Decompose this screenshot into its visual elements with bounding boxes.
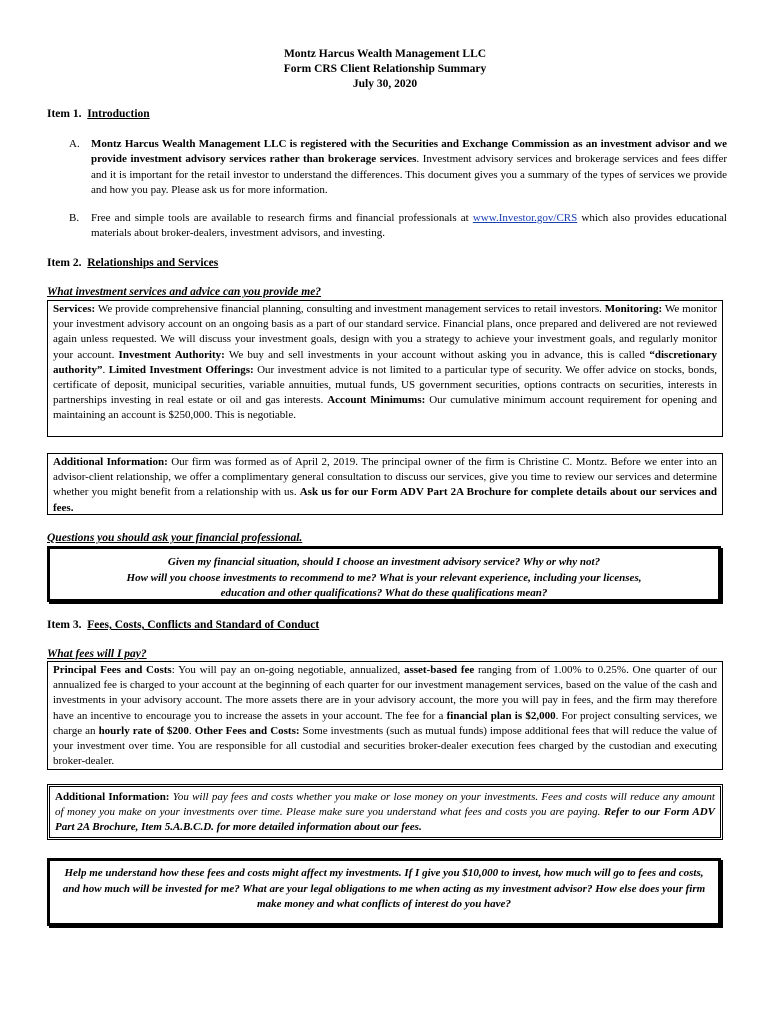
item3-heading [47,619,319,631]
item2-question: What investment services and advice can you provide me? [47,286,322,298]
pf-text2: ranging from of 1.00% to 0.25%. One quarter of our annualized fee is charged to your account at the beginning of each quarter for our investment management services, based on the value of the cash and investments in your advisory account. The more assets there are in your advisory account, the more you will pay in fees, and the firm may therefore have an incentive to encourage you to increase the assets in your account. The fee for a [53,664,717,722]
item3-addl-bold-italic: Refer to our Form ADV Part 2A Brochure, Item 5.A.B.C.D. for more detailed information about our fees. [55,806,715,834]
item1-b-pre: Free and simple tools are available to research firms and financial professionals at [91,212,473,224]
pf-text4: . [188,724,195,737]
item1-a-bold: Montz Harcus Wealth Management LLC is registered with the Securities and Exchange Commission as an investment advisor and we provide investment advisory services rather than brokerage services [91,138,727,166]
item1-title: Introduction [87,108,150,120]
item3-addl-italic: You will pay fees and costs whether you make or lose money on your investments. Fees and costs will reduce any amount of money you make on your investments over time. Please make sure you understand what fees and costs you are paying. [55,791,715,819]
services-box [47,300,723,437]
questions-box [47,546,721,602]
item1-a-text [91,137,727,199]
limited-text: Our investment advice is not limited to a particular type of security. We offer advice on stocks, bonds, certificate of deposit, municipal securities, variable annuities, mutual funds, US government securities, options contracts on securities, interests in partnerships investing in real estate or oil and gas interests. [53,363,717,407]
authority-quote: “discretionary authority” [53,348,717,376]
item1-a-label: A. [69,138,80,150]
principal-fees-label: Principal Fees and Costs [53,664,172,676]
item2-addl-bold: Ask us for our Form ADV Part 2A Brochure for complete details about our services and fees. [53,486,717,514]
item3-number: Item 3. [47,619,82,631]
document-header [0,47,770,92]
item2-addl-text: Our firm was formed as of April 2, 2019. The principal owner of the firm is Christine C. Montz. Before we enter into an advisor-client relationship, we offer a complimentary general consultation to discuss our services, give you time to review our services and determine whether you might benefit from a relationship with us. [53,456,717,499]
minimums-text: Our cumulative minimum account requirement for opening and maintaining an account is $250,000. This is negotiable. [53,394,717,422]
item1-b-text [91,211,727,242]
help-questions-box [47,858,721,926]
question-3: education and other qualifications? What do these qualifications mean? [220,587,548,599]
item1-number: Item 1. [47,108,82,120]
item2-title: Relationships and Services [87,257,219,269]
item1-a-rest: . Investment advisory services and brokerage services and fees differ and it is important for the retail investor to understand the differences. This document gives you a summary of the types of services we provide and how you pay. Please ask us for more information. [91,153,727,197]
pf-text1: : You will pay an on-going negotiable, annualized, [171,664,404,676]
services-label: Services: [53,303,96,315]
monitoring-text: We monitor your investment advisory account on an ongoing basis as a part of our standard service. Financial plans, once prepared and delivered are not reviewed again unless requested. We will discuss your investment goals, design with you a strategy to achieve your investment goals, and regularly monitor your account. [53,303,717,361]
investor-gov-link[interactable]: www.Investor.gov/CRS [472,212,578,224]
item2-addl-label: Additional Information: [53,456,168,468]
hourly-rate: hourly rate of $200 [98,724,189,737]
limited-label: Limited Investment Offerings: [108,363,254,376]
item3-question: What fees will I pay? [47,648,147,660]
services-text: We provide comprehensive financial planning, consulting and investment management services to retail investors. [95,303,605,315]
item2-additional-info-box [47,453,723,515]
document-date: July 30, 2020 [352,78,418,90]
pf-text3: . For project consulting services, we charge an [53,709,718,737]
item3-addl-label: Additional Information: [55,791,170,803]
item1-heading [47,108,150,120]
item3-additional-info-box [47,784,723,840]
pf-text5: Some investments (such as mutual funds) impose additional fees that will reduce the value of your investment over time. You are responsible for all custodial and securities broker-dealer execution fees charged by the custodian and executing broker-dealer. [53,724,718,768]
form-title: Form CRS Client Relationship Summary [283,63,487,75]
company-name: Montz Harcus Wealth Management LLC [283,48,487,60]
item1-b-post: which also provides educational materials about broker-dealers, investment advisors, and investing. [91,212,727,240]
authority-text: We buy and sell investments in your account without asking you in advance, this is called [224,348,650,361]
help-question-text: Help me understand how these fees and costs might affect my investments. If I give you $10,000 to invest, how much will go to fees and costs, and how much will be invested for me? What are your legal obligations to me when acting as my investment advisor? How else does your firm make money and what conflicts of interest do you have? [62,867,706,910]
financial-plan-fee: financial plan is $2,000 [446,709,556,722]
item2-heading [47,257,218,269]
authority-label: Investment Authority: [118,348,225,361]
question-2: How will you choose investments to recommend to me? What is your relevant experience, including your licenses, [126,571,642,584]
other-fees-label: Other Fees and Costs: [194,724,300,737]
authority-end: . [102,363,109,376]
item1-b-label: B. [69,212,80,224]
fees-box [47,661,723,770]
item3-title: Fees, Costs, Conflicts and Standard of Conduct [87,619,320,631]
questions-heading: Questions you should ask your financial professional. [47,532,303,544]
minimums-label: Account Minimums: [327,394,426,407]
question-1: Given my financial situation, should I choose an investment advisory service? Why or why not? [167,556,601,568]
monitoring-label: Monitoring: [604,303,663,315]
item2-number: Item 2. [47,257,82,269]
asset-based-fee: asset-based fee [403,664,475,676]
